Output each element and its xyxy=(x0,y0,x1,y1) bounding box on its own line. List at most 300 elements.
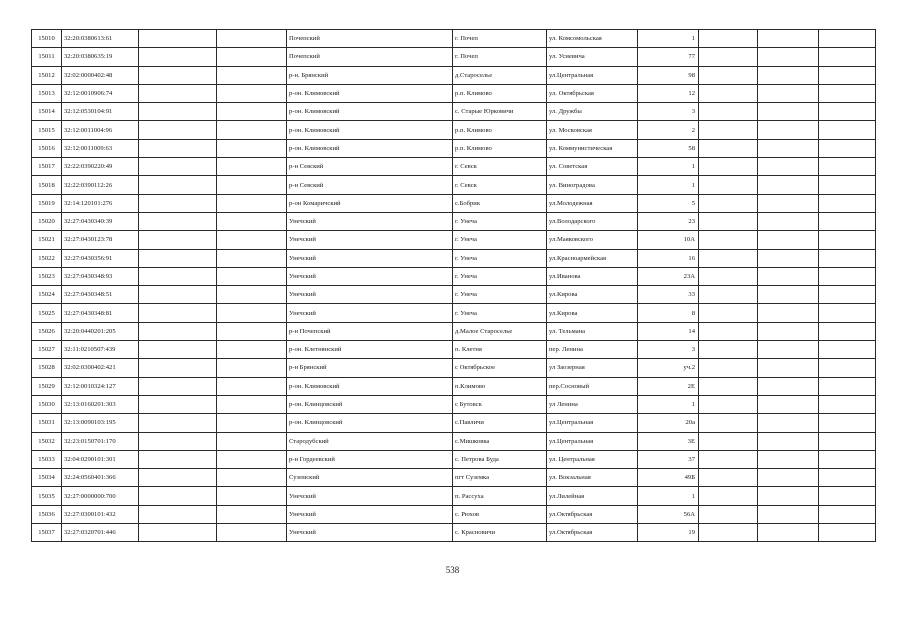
cell-empty xyxy=(139,469,217,487)
cell-number: 15030 xyxy=(32,395,62,413)
cell-cadastral: 32:27:0430123:78 xyxy=(62,231,139,249)
cell-empty xyxy=(699,30,758,48)
cell-cadastral: 32:02:0300402:421 xyxy=(62,359,139,377)
cell-empty xyxy=(758,432,819,450)
cell-district: Суземский xyxy=(287,469,453,487)
cell-district: р-н. Брянский xyxy=(287,66,453,84)
cell-empty xyxy=(139,395,217,413)
cell-empty xyxy=(139,432,217,450)
property-table xyxy=(31,29,876,542)
cell-district: р-н Брянский xyxy=(287,359,453,377)
document-sheet xyxy=(31,29,875,542)
table-row xyxy=(32,66,876,84)
cell-cadastral: 32:20:0380613:61 xyxy=(62,30,139,48)
cell-empty xyxy=(699,377,758,395)
cell-empty xyxy=(217,359,287,377)
cell-empty xyxy=(217,505,287,523)
table-row xyxy=(32,414,876,432)
cell-number: 15011 xyxy=(32,48,62,66)
cell-number: 15027 xyxy=(32,341,62,359)
cell-empty xyxy=(217,212,287,230)
cell-empty xyxy=(217,48,287,66)
cell-cadastral: 32:20:0440201:205 xyxy=(62,322,139,340)
cell-empty xyxy=(139,231,217,249)
cell-house: 3 xyxy=(638,103,699,121)
cell-empty xyxy=(699,158,758,176)
cell-district: р-н Гордеевский xyxy=(287,450,453,468)
cell-empty xyxy=(217,286,287,304)
table-row xyxy=(32,505,876,523)
cell-empty xyxy=(758,48,819,66)
cell-settlement: г. Почеп xyxy=(453,48,547,66)
cell-street: ул.Красноармейская xyxy=(547,249,638,267)
cell-street: ул Заозерная xyxy=(547,359,638,377)
cell-district: Унечский xyxy=(287,286,453,304)
cell-cadastral: 32:22:0390220:49 xyxy=(62,158,139,176)
cell-empty xyxy=(819,212,876,230)
table-row xyxy=(32,249,876,267)
cell-empty xyxy=(819,341,876,359)
cell-empty xyxy=(819,48,876,66)
cell-settlement: г. Унеча xyxy=(453,267,547,285)
cell-empty xyxy=(139,212,217,230)
cell-empty xyxy=(217,341,287,359)
cell-settlement: с. Петрова Буда xyxy=(453,450,547,468)
cell-number: 15025 xyxy=(32,304,62,322)
cell-district: р-он Комаричский xyxy=(287,194,453,212)
cell-empty xyxy=(139,176,217,194)
table-row xyxy=(32,267,876,285)
cell-empty xyxy=(699,450,758,468)
cell-number: 15033 xyxy=(32,450,62,468)
cell-street: ул.Центральная xyxy=(547,432,638,450)
table-row xyxy=(32,103,876,121)
cell-empty xyxy=(758,103,819,121)
cell-settlement: с.Бобрик xyxy=(453,194,547,212)
cell-street: ул. Комсомольская xyxy=(547,30,638,48)
cell-empty xyxy=(139,322,217,340)
cell-cadastral: 32:12:0011009:63 xyxy=(62,139,139,157)
cell-empty xyxy=(139,505,217,523)
cell-empty xyxy=(758,487,819,505)
cell-empty xyxy=(758,139,819,157)
cell-empty xyxy=(139,450,217,468)
table-row xyxy=(32,469,876,487)
cell-settlement: с Октябрьское xyxy=(453,359,547,377)
cell-empty xyxy=(217,450,287,468)
cell-empty xyxy=(217,524,287,542)
table-body xyxy=(32,30,876,542)
cell-empty xyxy=(217,30,287,48)
cell-empty xyxy=(699,304,758,322)
cell-house: 1 xyxy=(638,176,699,194)
cell-street: ул. Советская xyxy=(547,158,638,176)
table-row xyxy=(32,286,876,304)
cell-cadastral: 32:12:0011004:96 xyxy=(62,121,139,139)
cell-cadastral: 32:27:0430340:39 xyxy=(62,212,139,230)
cell-empty xyxy=(819,30,876,48)
table-row xyxy=(32,158,876,176)
cell-empty xyxy=(217,66,287,84)
cell-empty xyxy=(819,231,876,249)
cell-number: 15013 xyxy=(32,84,62,102)
cell-street: ул.Володарского xyxy=(547,212,638,230)
cell-empty xyxy=(819,505,876,523)
table-row xyxy=(32,176,876,194)
cell-cadastral: 32:02:0000402:48 xyxy=(62,66,139,84)
cell-empty xyxy=(758,359,819,377)
table-row xyxy=(32,524,876,542)
cell-empty xyxy=(699,103,758,121)
cell-district: Унечский xyxy=(287,231,453,249)
cell-house: 77 xyxy=(638,48,699,66)
cell-empty xyxy=(699,249,758,267)
cell-house: 10А xyxy=(638,231,699,249)
cell-empty xyxy=(139,66,217,84)
cell-empty xyxy=(758,395,819,413)
table-row xyxy=(32,487,876,505)
cell-street: ул.Иванова xyxy=(547,267,638,285)
cell-empty xyxy=(699,469,758,487)
cell-empty xyxy=(819,432,876,450)
cell-settlement: г. Севск xyxy=(453,158,547,176)
table-row xyxy=(32,121,876,139)
table-row xyxy=(32,48,876,66)
cell-settlement: г. Унеча xyxy=(453,286,547,304)
cell-house: 1 xyxy=(638,30,699,48)
cell-house: 12 xyxy=(638,84,699,102)
cell-empty xyxy=(819,249,876,267)
cell-district: р-он. Климовский xyxy=(287,84,453,102)
cell-empty xyxy=(139,30,217,48)
cell-district: р-н Севский xyxy=(287,176,453,194)
cell-empty xyxy=(139,487,217,505)
cell-empty xyxy=(699,286,758,304)
table-row xyxy=(32,84,876,102)
cell-empty xyxy=(819,395,876,413)
cell-number: 15031 xyxy=(32,414,62,432)
cell-settlement: с Бутовск xyxy=(453,395,547,413)
table-row xyxy=(32,231,876,249)
cell-empty xyxy=(217,432,287,450)
cell-street: ул.Центральная xyxy=(547,414,638,432)
cell-house: 19 xyxy=(638,524,699,542)
cell-settlement: с.Павличи xyxy=(453,414,547,432)
cell-settlement: г. Почеп xyxy=(453,30,547,48)
cell-district: Унечский xyxy=(287,212,453,230)
cell-empty xyxy=(699,432,758,450)
cell-empty xyxy=(139,194,217,212)
cell-street: ул.Лилейная xyxy=(547,487,638,505)
cell-empty xyxy=(758,505,819,523)
cell-empty xyxy=(819,121,876,139)
cell-number: 15032 xyxy=(32,432,62,450)
cell-house: 2Е xyxy=(638,377,699,395)
cell-house: 8 xyxy=(638,304,699,322)
cell-house: 23А xyxy=(638,267,699,285)
cell-district: Унечский xyxy=(287,304,453,322)
cell-empty xyxy=(758,66,819,84)
cell-number: 15015 xyxy=(32,121,62,139)
cell-house: 16 xyxy=(638,249,699,267)
cell-empty xyxy=(819,139,876,157)
cell-number: 15036 xyxy=(32,505,62,523)
cell-empty xyxy=(819,103,876,121)
cell-house: 5 xyxy=(638,194,699,212)
cell-empty xyxy=(758,341,819,359)
cell-empty xyxy=(139,249,217,267)
cell-empty xyxy=(699,414,758,432)
cell-empty xyxy=(699,121,758,139)
cell-empty xyxy=(699,395,758,413)
cell-settlement: с. Красновичи xyxy=(453,524,547,542)
cell-district: Унечский xyxy=(287,249,453,267)
cell-empty xyxy=(139,84,217,102)
cell-street: ул Ленина xyxy=(547,395,638,413)
cell-empty xyxy=(139,139,217,157)
cell-empty xyxy=(819,267,876,285)
cell-empty xyxy=(699,212,758,230)
cell-street: ул.Молодежная xyxy=(547,194,638,212)
cell-empty xyxy=(819,194,876,212)
cell-house: 1 xyxy=(638,395,699,413)
cell-empty xyxy=(819,322,876,340)
cell-number: 15021 xyxy=(32,231,62,249)
cell-cadastral: 32:27:0300101:432 xyxy=(62,505,139,523)
cell-cadastral: 32:04:0290101:301 xyxy=(62,450,139,468)
cell-street: ул. Усиевича xyxy=(547,48,638,66)
cell-cadastral: 32:24:0560401:366 xyxy=(62,469,139,487)
cell-empty xyxy=(758,267,819,285)
cell-empty xyxy=(139,286,217,304)
cell-cadastral: 32:27:0430348:93 xyxy=(62,267,139,285)
cell-district: р-он. Клинцовский xyxy=(287,414,453,432)
table-row xyxy=(32,304,876,322)
cell-cadastral: 32:12:0530104:91 xyxy=(62,103,139,121)
cell-empty xyxy=(217,231,287,249)
cell-empty xyxy=(758,377,819,395)
cell-number: 15017 xyxy=(32,158,62,176)
cell-empty xyxy=(139,267,217,285)
cell-empty xyxy=(217,469,287,487)
cell-empty xyxy=(217,322,287,340)
cell-street: пер.Сосновый xyxy=(547,377,638,395)
cell-street: ул.Кирова xyxy=(547,304,638,322)
cell-empty xyxy=(217,304,287,322)
cell-street: ул. Тельмана xyxy=(547,322,638,340)
cell-street: ул. Коммунистическая xyxy=(547,139,638,157)
cell-empty xyxy=(819,487,876,505)
cell-empty xyxy=(699,194,758,212)
cell-district: р-н Почепский xyxy=(287,322,453,340)
cell-empty xyxy=(139,414,217,432)
cell-settlement: пгт Суземка xyxy=(453,469,547,487)
cell-number: 15026 xyxy=(32,322,62,340)
cell-empty xyxy=(758,469,819,487)
cell-number: 15023 xyxy=(32,267,62,285)
cell-house: 37 xyxy=(638,450,699,468)
cell-settlement: п. Клетня xyxy=(453,341,547,359)
cell-house: 14 xyxy=(638,322,699,340)
cell-cadastral: 32:14:120101:276 xyxy=(62,194,139,212)
cell-empty xyxy=(819,176,876,194)
cell-empty xyxy=(758,450,819,468)
cell-house: 98 xyxy=(638,66,699,84)
page-number: 538 xyxy=(445,565,460,575)
cell-settlement: г. Унеча xyxy=(453,304,547,322)
cell-number: 15034 xyxy=(32,469,62,487)
cell-district: р-он. Климовский xyxy=(287,103,453,121)
cell-settlement: с. Рюхов xyxy=(453,505,547,523)
cell-district: р-он. Климовский xyxy=(287,139,453,157)
cell-settlement: г. Унеча xyxy=(453,212,547,230)
cell-empty xyxy=(139,359,217,377)
cell-empty xyxy=(758,194,819,212)
cell-cadastral: 32:27:0320701:446 xyxy=(62,524,139,542)
cell-number: 15016 xyxy=(32,139,62,157)
cell-empty xyxy=(758,30,819,48)
cell-cadastral: 32:27:0000000:700 xyxy=(62,487,139,505)
cell-empty xyxy=(139,158,217,176)
cell-district: Почепский xyxy=(287,48,453,66)
cell-number: 15014 xyxy=(32,103,62,121)
cell-number: 15022 xyxy=(32,249,62,267)
cell-empty xyxy=(217,249,287,267)
cell-empty xyxy=(139,304,217,322)
cell-empty xyxy=(699,139,758,157)
table-row xyxy=(32,212,876,230)
cell-settlement: д.Староселье xyxy=(453,66,547,84)
cell-settlement: д.Малое Староселье xyxy=(453,322,547,340)
cell-settlement: г. Унеча xyxy=(453,231,547,249)
cell-empty xyxy=(699,48,758,66)
cell-street: ул.Октябрьская xyxy=(547,505,638,523)
cell-empty xyxy=(139,121,217,139)
cell-empty xyxy=(217,158,287,176)
cell-empty xyxy=(139,103,217,121)
cell-empty xyxy=(758,304,819,322)
cell-district: р-он. Клинцовский xyxy=(287,395,453,413)
cell-empty xyxy=(217,377,287,395)
cell-cadastral: 32:20:0380635:19 xyxy=(62,48,139,66)
cell-empty xyxy=(217,84,287,102)
cell-number: 15037 xyxy=(32,524,62,542)
cell-empty xyxy=(217,121,287,139)
cell-district: Унечский xyxy=(287,505,453,523)
cell-empty xyxy=(819,359,876,377)
cell-empty xyxy=(139,377,217,395)
cell-street: ул.Центральная xyxy=(547,66,638,84)
cell-number: 15010 xyxy=(32,30,62,48)
cell-house: 1 xyxy=(638,158,699,176)
cell-settlement: с.Мишковка xyxy=(453,432,547,450)
cell-empty xyxy=(217,176,287,194)
cell-house: 2 xyxy=(638,121,699,139)
cell-number: 15018 xyxy=(32,176,62,194)
cell-empty xyxy=(217,267,287,285)
cell-street: ул.Кирова xyxy=(547,286,638,304)
cell-empty xyxy=(819,469,876,487)
table-row xyxy=(32,450,876,468)
table-row xyxy=(32,194,876,212)
cell-empty xyxy=(699,66,758,84)
cell-district: р-он. Климовский xyxy=(287,377,453,395)
cell-cadastral: 32:13:0160201:303 xyxy=(62,395,139,413)
cell-empty xyxy=(217,194,287,212)
cell-empty xyxy=(758,121,819,139)
cell-settlement: р.п. Климово xyxy=(453,139,547,157)
cell-empty xyxy=(699,524,758,542)
cell-number: 15020 xyxy=(32,212,62,230)
cell-street: ул.Октябрьская xyxy=(547,524,638,542)
cell-empty xyxy=(699,505,758,523)
cell-house: 33 xyxy=(638,286,699,304)
cell-cadastral: 32:27:0430348:81 xyxy=(62,304,139,322)
cell-number: 15028 xyxy=(32,359,62,377)
cell-cadastral: 32:27:0430356:91 xyxy=(62,249,139,267)
cell-empty xyxy=(217,414,287,432)
cell-house: 1 xyxy=(638,487,699,505)
cell-empty xyxy=(819,524,876,542)
cell-empty xyxy=(217,103,287,121)
cell-settlement: п. Рассуха xyxy=(453,487,547,505)
cell-empty xyxy=(699,322,758,340)
cell-empty xyxy=(758,414,819,432)
cell-empty xyxy=(758,249,819,267)
cell-street: ул. Московская xyxy=(547,121,638,139)
cell-cadastral: 32:13:0090103:195 xyxy=(62,414,139,432)
cell-cadastral: 32:12:0010906:74 xyxy=(62,84,139,102)
cell-empty xyxy=(819,158,876,176)
cell-district: Стародубский xyxy=(287,432,453,450)
table-row xyxy=(32,395,876,413)
cell-house: 3Е xyxy=(638,432,699,450)
cell-cadastral: 32:27:0430348:51 xyxy=(62,286,139,304)
cell-empty xyxy=(699,267,758,285)
cell-empty xyxy=(758,231,819,249)
cell-cadastral: 32:22:0390112:26 xyxy=(62,176,139,194)
cell-house: 56А xyxy=(638,505,699,523)
cell-settlement: г. Унеча xyxy=(453,249,547,267)
cell-cadastral: 32:11:0210507:439 xyxy=(62,341,139,359)
cell-empty xyxy=(699,176,758,194)
cell-district: Унечский xyxy=(287,267,453,285)
cell-number: 15024 xyxy=(32,286,62,304)
cell-empty xyxy=(217,139,287,157)
cell-empty xyxy=(819,450,876,468)
cell-empty xyxy=(758,158,819,176)
cell-empty xyxy=(699,231,758,249)
cell-empty xyxy=(758,212,819,230)
cell-district: р-н Севский xyxy=(287,158,453,176)
cell-empty xyxy=(139,341,217,359)
cell-street: ул. Виноградова xyxy=(547,176,638,194)
cell-empty xyxy=(819,84,876,102)
cell-empty xyxy=(699,84,758,102)
cell-empty xyxy=(758,524,819,542)
cell-district: р-он. Климовский xyxy=(287,121,453,139)
cell-street: ул. Дружбы xyxy=(547,103,638,121)
table-row xyxy=(32,341,876,359)
cell-empty xyxy=(819,286,876,304)
cell-empty xyxy=(699,359,758,377)
cell-number: 15019 xyxy=(32,194,62,212)
cell-empty xyxy=(819,377,876,395)
cell-district: Унечский xyxy=(287,487,453,505)
cell-number: 15012 xyxy=(32,66,62,84)
cell-cadastral: 32:12:0010324:127 xyxy=(62,377,139,395)
cell-street: ул. Центральная xyxy=(547,450,638,468)
